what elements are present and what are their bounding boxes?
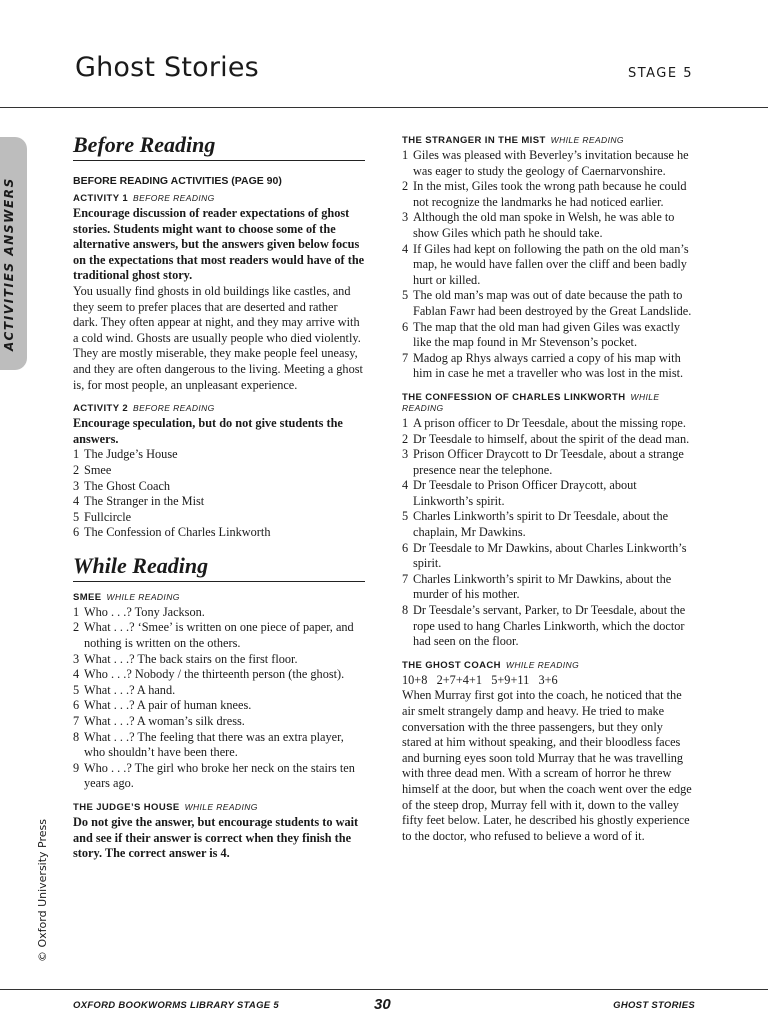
item-text: Madog ap Rhys always carried a copy of his map with him in case he met a traveller who was lost in the mist.	[413, 350, 684, 381]
list-item	[73, 714, 365, 730]
item-number: 1	[402, 148, 409, 162]
item-number: 3	[73, 478, 80, 493]
item-text: What . . .? A pair of human knees.	[84, 698, 252, 713]
activity-2-heading	[73, 403, 365, 414]
smee-tag: WHILE READING	[106, 591, 180, 602]
smee-heading	[73, 592, 365, 603]
while-reading-heading: While Reading	[73, 553, 365, 582]
activity-2-tag: BEFORE READING	[133, 403, 215, 414]
list-item	[73, 447, 365, 463]
item-number: 7	[73, 714, 80, 729]
list-item	[73, 652, 365, 668]
item-number: 4	[73, 667, 80, 682]
item-number: 4	[73, 494, 80, 509]
item-text: Dr Teesdale to himself, about the spirit of the dead man.	[413, 431, 690, 446]
item-number: 1	[73, 604, 80, 619]
item-text: The Ghost Coach	[84, 478, 171, 493]
item-number: 3	[73, 651, 80, 666]
item-number: 7	[402, 571, 409, 586]
item-text: Who . . .? Tony Jackson.	[84, 604, 205, 619]
judges-house-heading	[73, 802, 365, 813]
list-item	[73, 620, 365, 651]
list-item	[402, 603, 694, 650]
item-text: What . . .? The back stairs on the first floor.	[84, 651, 298, 666]
smee-list	[73, 605, 365, 792]
item-text: Who . . .? The girl who broke her neck on the stairs ten years ago.	[84, 760, 355, 791]
item-text: Dr Teesdale’s servant, Parker, to Dr Teesdale, about the rope used to hang Charles Linkworth, which the doctor had seen on the floor.	[413, 603, 686, 649]
item-text: A prison officer to Dr Teesdale, about the missing rope.	[413, 415, 686, 430]
list-item	[402, 509, 694, 540]
item-number: 2	[402, 179, 409, 194]
item-number: 1	[73, 447, 80, 462]
item-number: 1	[402, 415, 409, 430]
ghost-coach-sequence: 10+8 2+7+4+1 5+9+11 3+6	[402, 672, 558, 687]
confession-tag: WHILE READING	[402, 391, 660, 413]
list-item	[402, 210, 694, 241]
list-item	[73, 494, 365, 510]
judges-house-tag: WHILE READING	[184, 802, 258, 812]
item-number: 5	[73, 682, 80, 697]
item-text: The Confession of Charles Linkworth	[84, 525, 271, 540]
item-text: What . . .? ‘Smee’ is written on one piece of paper, and nothing is written on the others.	[84, 620, 354, 651]
list-item	[402, 447, 694, 478]
item-number: 6	[402, 540, 409, 555]
list-item	[402, 416, 694, 432]
item-text: Fullcircle	[84, 509, 132, 524]
item-number: 8	[402, 603, 409, 618]
activity-1-answer: You usually find ghosts in old buildings like castles, and they seem to prefer places that are deserted and rather dark. They often appear at night, and they may arrive with a cold wind. Ghosts are usually people who died violently. They are mostly miserable, they make people feel uneasy, and they are often dangerous to the living. Meeting a ghost is, for most people, an unpleasant experience.	[73, 283, 363, 392]
list-item	[73, 463, 365, 479]
item-number: 9	[73, 760, 80, 775]
list-item	[73, 761, 365, 792]
stranger-heading	[402, 135, 694, 146]
list-item	[402, 320, 694, 351]
list-item	[402, 148, 694, 179]
item-number: 6	[402, 319, 409, 334]
item-number: 3	[402, 447, 409, 462]
list-item	[402, 288, 694, 319]
stranger-tag: WHILE READING	[550, 135, 624, 145]
judges-house-text: Do not give the answer, but encourage students to wait and see if their answer is correct when they finish the story. The correct answer is 4.	[73, 815, 359, 861]
smee-label: SMEE	[73, 591, 102, 603]
item-number: 2	[402, 431, 409, 446]
item-text: The Stranger in the Mist	[84, 494, 205, 509]
activity-2-instruction: Encourage speculation, but do not give students the answers.	[73, 416, 343, 446]
item-number: 5	[73, 509, 80, 524]
item-text: Dr Teesdale to Prison Officer Draycott, about Linkworth’s spirit.	[413, 478, 637, 508]
ghost-coach-heading	[402, 660, 694, 671]
activity-1-label: ACTIVITY 1	[73, 193, 129, 204]
footer-rule	[0, 989, 768, 990]
side-tab-label: ACTIVITIES ANSWERS	[2, 177, 16, 351]
item-number: 2	[73, 620, 80, 635]
activity-1-heading	[73, 193, 365, 204]
item-text: If Giles had kept on following the path on the old man’s map, he would have fallen over the cliff and been badly hurt or killed.	[413, 241, 689, 287]
item-number: 4	[402, 241, 409, 256]
activity-1-instruction: Encourage discussion of reader expectations of ghost stories. Students might want to choose some of the alternative answers, but the answers given below focus on the expectations that most readers would have of the traditional ghost story.	[73, 206, 365, 283]
list-item	[402, 541, 694, 572]
item-text: Smee	[84, 462, 112, 477]
confession-list	[402, 416, 694, 650]
item-text: Giles was pleased with Beverley’s invitation because he was eager to study the geology of Caernarvonshire.	[413, 148, 689, 178]
item-number: 5	[402, 288, 409, 303]
stage-label: STAGE 5	[627, 66, 693, 81]
item-number: 6	[73, 698, 80, 713]
footer-series: OXFORD BOOKWORMS LIBRARY STAGE 5	[73, 1000, 279, 1011]
item-number: 8	[73, 729, 80, 744]
stranger-list	[402, 148, 694, 382]
item-text: The map that the old man had given Giles was exactly like the map found in Mr Stevenson’s pocket.	[413, 319, 681, 350]
list-item	[73, 698, 365, 714]
list-item	[402, 432, 694, 448]
list-item	[73, 730, 365, 761]
item-text: The Judge’s House	[84, 447, 178, 462]
header-rule	[0, 107, 768, 108]
activity-2-label: ACTIVITY 2	[73, 403, 129, 415]
list-item	[402, 242, 694, 289]
list-item	[73, 605, 365, 621]
item-text: Prison Officer Draycott to Dr Teesdale, about a strange presence near the telephone.	[413, 447, 684, 477]
page-title: Ghost Stories	[75, 52, 259, 83]
item-number: 6	[73, 525, 80, 540]
list-item	[402, 179, 694, 210]
copyright-notice: © Oxford University Press	[36, 818, 49, 962]
item-text: Charles Linkworth’s spirit to Dr Teesdale, about the chaplain, Mr Dawkins.	[413, 509, 669, 540]
ghost-coach-tag: WHILE READING	[505, 659, 580, 670]
confession-label: THE CONFESSION OF CHARLES LINKWORTH	[402, 391, 626, 403]
page-number: 30	[374, 996, 391, 1013]
before-reading-heading: Before Reading	[73, 132, 365, 161]
item-number: 3	[402, 210, 409, 225]
left-column	[73, 132, 365, 862]
ghost-coach-text: When Murray first got into the coach, he noticed that the air smelt strangely damp and heavy. He tried to make conversation with the three passengers, but they only stared at him without speaking, and their bloodless faces and burning eyes soon told Murray that he was travelling with three dead men. With a scream of horror he threw himself at the door, but when the coach went over the edge of the steep drop, Murray fell with it, down to the valley fifty feet below. Later, he described his ghostly experience to the doctor, who refused to believe a word of it.	[402, 688, 692, 843]
stranger-label: THE STRANGER IN THE MIST	[402, 135, 546, 146]
list-item	[402, 351, 694, 382]
item-text: In the mist, Giles took the wrong path because he could not recognize the landmarks he had noticed earlier.	[413, 179, 687, 209]
activity-2-list	[73, 447, 365, 541]
right-column	[402, 135, 694, 844]
item-number: 2	[73, 462, 80, 477]
list-item	[73, 683, 365, 699]
list-item	[402, 572, 694, 603]
item-text: What . . .? A hand.	[84, 682, 176, 697]
list-item	[73, 525, 365, 541]
confession-heading	[402, 392, 694, 414]
judges-house-label: THE JUDGE’S HOUSE	[73, 802, 180, 813]
item-text: The old man’s map was out of date because the path to Fablan Fawr had been destroyed by the Great Landslide.	[413, 288, 692, 318]
item-number: 7	[402, 350, 409, 365]
list-item	[402, 478, 694, 509]
list-item	[73, 667, 365, 683]
before-reading-subheading: BEFORE READING ACTIVITIES (PAGE 90)	[73, 175, 282, 187]
list-item	[73, 479, 365, 495]
list-item	[73, 510, 365, 526]
footer-book-title: GHOST STORIES	[613, 1000, 695, 1011]
item-text: Who . . .? Nobody / the thirteenth person (the ghost).	[84, 667, 345, 682]
item-number: 4	[402, 478, 409, 493]
item-text: Dr Teesdale to Mr Dawkins, about Charles Linkworth’s spirit.	[413, 540, 687, 571]
item-text: Charles Linkworth’s spirit to Mr Dawkins, about the murder of his mother.	[413, 571, 672, 602]
activity-1-tag: BEFORE READING	[133, 193, 215, 203]
ghost-coach-label: THE GHOST COACH	[402, 659, 501, 671]
item-text: What . . .? A woman’s silk dress.	[84, 714, 245, 729]
item-text: What . . .? The feeling that there was an extra player, who shouldn’t have been there.	[84, 729, 344, 760]
item-text: Although the old man spoke in Welsh, he was able to show Giles which path he should take.	[413, 210, 675, 240]
item-number: 5	[402, 509, 409, 524]
